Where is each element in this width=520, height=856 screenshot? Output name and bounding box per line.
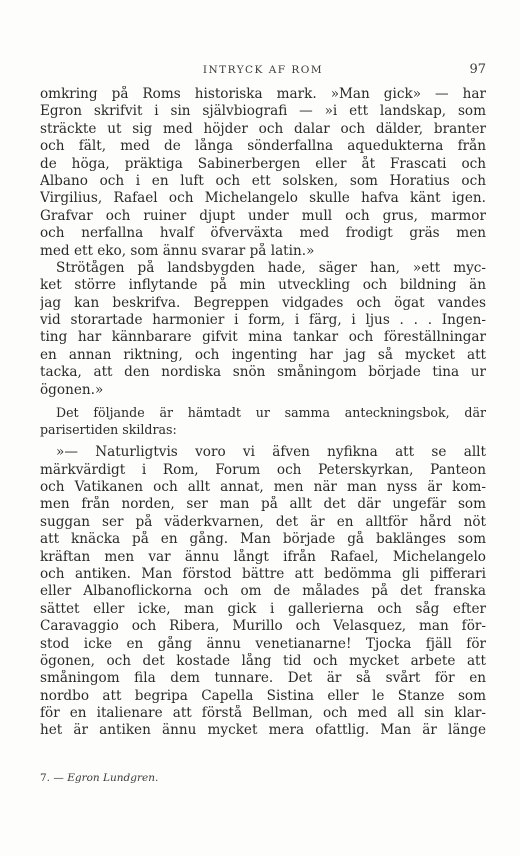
text-line: sättet eller icke, man gick i gallerierna och såg efter: [40, 600, 486, 617]
text-line: Caravaggio och Ribera, Murillo och Velasquez, man för-: [40, 618, 486, 635]
text-line: ögonen, och det kostade lång tid och mycket arbete att: [40, 652, 486, 669]
paragraph-2: [40, 260, 486, 399]
page-number: 97: [469, 62, 486, 77]
text-line: ögonen.»: [40, 381, 104, 398]
text-line: med ett eko, som ännu svarar på latin.»: [40, 242, 315, 259]
text-line: vid storartade harmonier i form, i färg, i ljus . . . Ingen-: [40, 312, 486, 329]
signature-author: Egron Lundgren.: [67, 772, 159, 784]
text-line: »— Naturligtvis voro vi äfven nyfikna att se allt: [56, 444, 486, 461]
text-line: en annan riktning, och ingenting har jag så mycket att: [40, 346, 486, 363]
text-line: tacka, att den nordiska snön småningom började tina ur: [40, 364, 486, 381]
text-line: Grafvar och ruiner djupt under mull och grus, marmor: [40, 207, 486, 224]
running-head: [40, 62, 486, 80]
text-line: och antiken. Man förstod bättre att bedömma gli pifferari: [40, 565, 486, 582]
text-line: Albano och i en luft och ett solsken, som Horatius och: [40, 172, 486, 189]
body-text: [40, 86, 486, 740]
text-line: märkvärdigt i Rom, Forum och Peterskyrkan, Panteon: [40, 461, 486, 478]
text-line: ting har kännbarare gifvit mina tankar och föreställningar: [40, 329, 486, 346]
signature-mark: 7. —: [40, 772, 64, 784]
text-line: suggan ser på väderkvarnen, det är en alltför hård nöt: [40, 513, 486, 530]
text-line: Det följande är hämtadt ur samma anteckningsbok, där: [56, 405, 486, 421]
text-line: stod icke en gång ännu venetianarne! Tjocka fjäll för: [40, 635, 486, 652]
paragraph-3: [40, 405, 486, 438]
text-line: Virgilius, Rafael och Michelangelo skulle hafva känt igen.: [40, 190, 486, 207]
text-line: Egron skrifvit i sin självbiografi — »i ett landskap, som: [40, 103, 486, 120]
text-line: och fält, med de långa sönderfallna aquedukterna från: [40, 138, 486, 155]
text-line: och Vatikanen och allt annat, men när man nyss är kom-: [40, 479, 486, 495]
text-line: och nerfallna hvalf öfverväxta med frodigt gräs men: [40, 225, 486, 242]
text-line: eller Albanoflickorna och om de målades på det franska: [40, 583, 486, 600]
text-line: för en italienare att förstå Bellman, och med all sin klar-: [40, 705, 486, 722]
paragraph-1: [40, 86, 486, 260]
running-title: INTRYCK AF ROM: [202, 64, 324, 76]
text-line: nordbo att begripa Capella Sistina eller le Stanze som: [40, 687, 486, 704]
text-line: Strötågen på landsbygden hade, säger han, »ett myc-: [56, 259, 486, 276]
signature-footer: [40, 772, 158, 784]
text-line: att knäcka på en gång. Man började gå baklänges som: [40, 531, 486, 548]
text-line: de höga, präktiga Sabinerbergen eller åt Frascati och: [40, 155, 486, 172]
text-line: sträckte ut sig med höjder och dalar och dälder, branter: [40, 120, 486, 137]
text-line: småningom fila dem tunnare. Det är så svårt för en: [40, 670, 486, 687]
text-line: ket större inflytande på min utveckling och bildning än: [40, 277, 486, 294]
text-line: jag kan beskrifva. Begreppen vidgades och ögat vandes: [40, 294, 486, 311]
text-line: parisertiden skildras:: [40, 421, 177, 437]
text-line: kräftan men var ännu långt ifrån Rafael, Michelangelo: [40, 548, 486, 565]
text-line: men från norden, ser man på allt det där ungefär som: [40, 496, 486, 513]
paragraph-4: [40, 444, 486, 740]
text-line: het är antiken ännu mycket mera ofattlig. Man är länge: [40, 722, 486, 739]
text-line: omkring på Roms historiska mark. »Man gick» — har: [40, 86, 486, 102]
